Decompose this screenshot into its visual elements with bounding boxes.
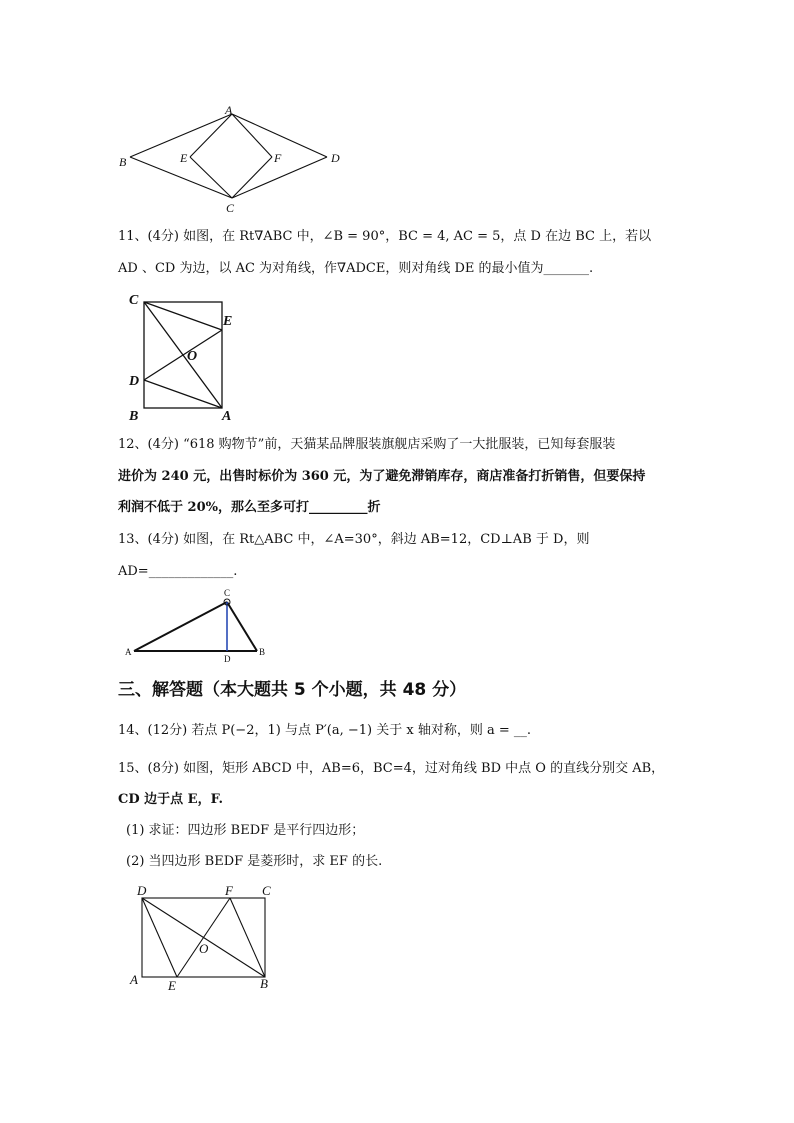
q11-line2: AD 、CD 为边，以 AC 为对角线，作∇ADCE，则对角线 DE 的最小值为_______. <box>118 261 594 276</box>
figure-q11 <box>125 290 245 425</box>
label-C: C <box>226 201 235 215</box>
q11-line1: 11、(4分) 如图，在 Rt∇ABC 中，∠B = 90°，BC = 4, AC = 5，点 D 在边 BC 上，若以 <box>118 229 652 244</box>
q14-text: 14、(12分) 若点 P(−2，1) 与点 P′(a, −1) 关于 x 轴对称，则 a = __. <box>118 723 532 738</box>
q13-line1: 13、(4分) 如图，在 Rt△ABC 中，∠A=30°，斜边 AB=12，CD⊥AB 于 D，则 <box>118 532 590 547</box>
label-A: A <box>225 103 233 117</box>
figure-rhombus <box>110 100 350 220</box>
label-F: F <box>274 151 282 165</box>
label-B: B <box>259 647 266 657</box>
q12-line3: 利润不低于 20%，那么至多可打_________折 <box>118 500 381 515</box>
label-D: D <box>129 374 140 389</box>
label-O: O <box>199 941 209 956</box>
label-D: D <box>137 883 147 898</box>
label-F: F <box>225 883 233 898</box>
q15-sub2: (2) 当四边形 BEDF 是菱形时，求 EF 的长. <box>126 854 383 869</box>
label-E: E <box>180 151 188 165</box>
label-C: C <box>129 293 139 308</box>
q15-line2: CD 边于点 E，F. <box>118 792 224 807</box>
q15-sub1: (1) 求证：四边形 BEDF 是平行四边形； <box>126 823 365 838</box>
label-C: C <box>224 588 231 598</box>
label-D: D <box>331 151 340 165</box>
label-E: E <box>223 314 233 329</box>
label-C: C <box>262 883 271 898</box>
section-heading: 三、解答题（本大题共 5 个小题，共 48 分） <box>118 680 467 700</box>
q15-line1: 15、(8分) 如图，矩形 ABCD 中，AB=6，BC=4，过对角线 BD 中点 O 的直线分别交 AB， <box>118 761 665 776</box>
q12-line2: 进价为 240 元，出售时标价为 360 元，为了避免滞销库存，商店准备打折销售，但要保持 <box>118 469 646 484</box>
label-A: A <box>130 972 138 987</box>
label-B: B <box>119 155 127 169</box>
label-B: B <box>129 409 139 424</box>
label-E: E <box>168 978 176 993</box>
label-O: O <box>187 349 198 364</box>
q13-line2: AD=_____________. <box>118 564 238 579</box>
figure-q13 <box>122 585 272 665</box>
label-A: A <box>222 409 232 424</box>
figure-q15 <box>125 880 285 995</box>
q12-line1: 12、(4分) “618 购物节”前，天猫某品牌服装旗舰店采购了一大批服装，已知每套服装 <box>118 437 616 452</box>
label-D: D <box>224 654 231 664</box>
label-B: B <box>260 976 268 991</box>
label-A: A <box>125 647 132 657</box>
